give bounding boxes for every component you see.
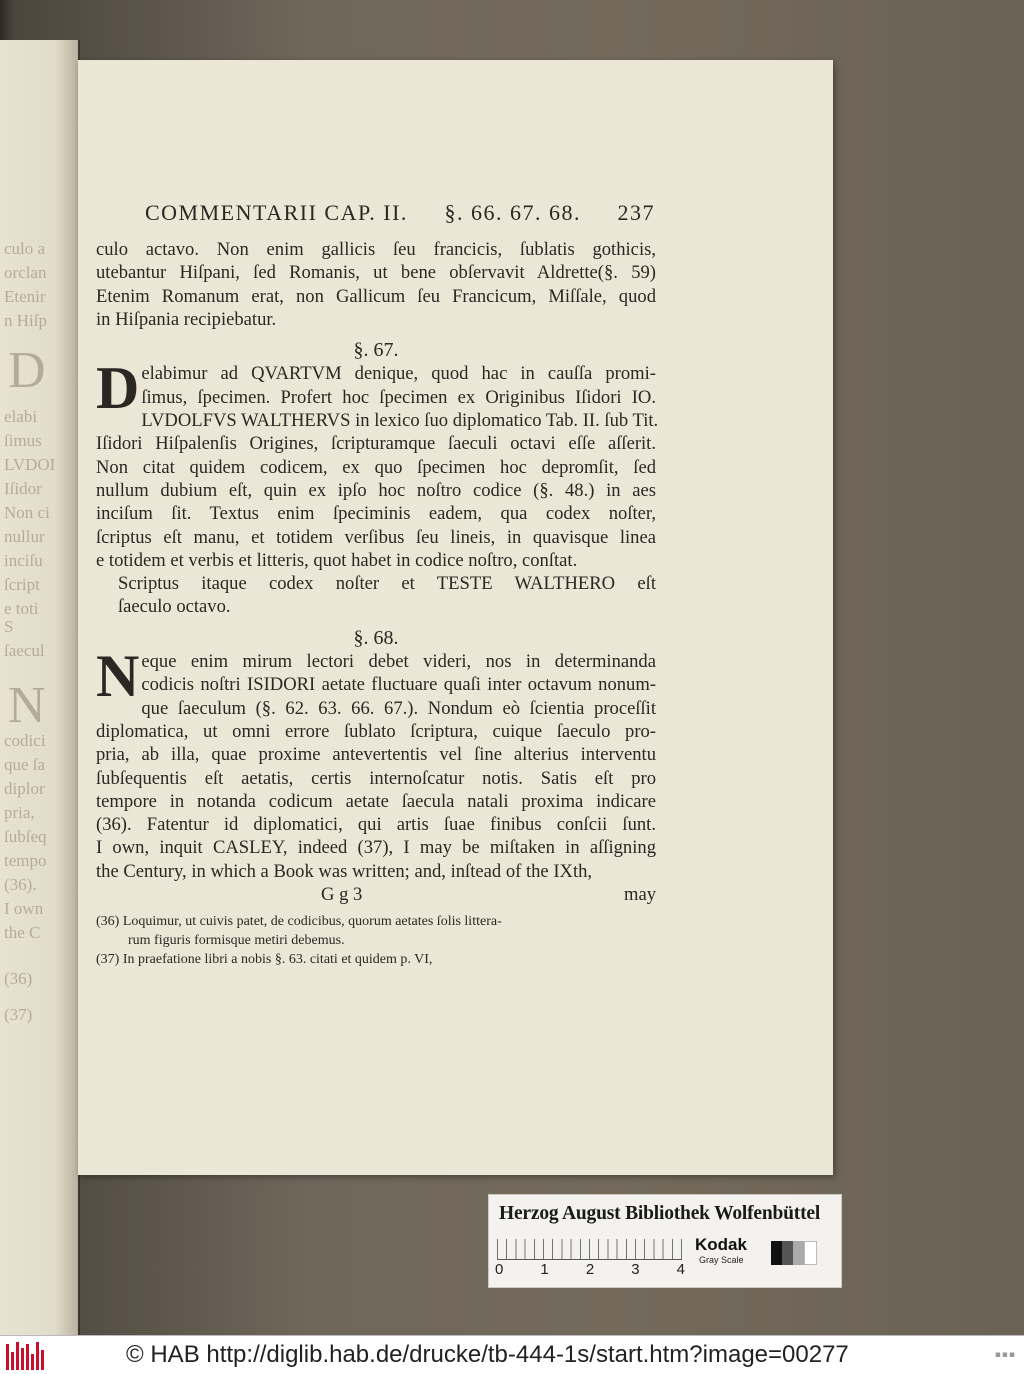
left-page-fragment: D — [8, 342, 46, 399]
text-line: Etenim Romanum erat, non Gallicum ſeu Francicum, Miſſale, quod — [96, 285, 656, 307]
hab-logo-icon — [6, 1340, 46, 1370]
section-67-dropcap: D — [96, 355, 140, 422]
footer-dots-icon: ▪▪▪ — [994, 1350, 1016, 1360]
left-page-fragment: n Hiſp — [4, 311, 47, 330]
left-page-fragment: elabi — [4, 407, 38, 426]
text-line: I own, inquit CASLEY, indeed (37), I may be miſtaken in aſſigning — [96, 837, 656, 859]
text-line: LVDOLFVS WALTHERVS in lexico ſuo diplomatico Tab. II. ſub Tit. — [141, 410, 659, 432]
catchword: may — [623, 884, 656, 906]
left-page-fragment: ſubſeq — [4, 827, 47, 846]
text-line: culo actavo. Non enim gallicis ſeu francicis, ſublatis gothicis, — [96, 239, 656, 260]
left-page-fragment: tempo — [4, 851, 47, 870]
left-page-fragment: inciſu — [4, 551, 43, 570]
left-page-fragment: the C — [4, 923, 41, 942]
running-head-title: COMMENTARII CAP. II. — [145, 200, 408, 225]
section-67-heading: §. 67. — [353, 339, 399, 362]
text-line: Scriptus itaque codex noſter et TESTE WALTHERO eſt — [118, 573, 656, 595]
left-page-fragment: Etenir — [4, 287, 46, 306]
footer-permalink[interactable]: © HAB http://diglib.hab.de/drucke/tb-444-1s/start.htm?image=00277 — [126, 1341, 849, 1368]
continuation-paragraph — [96, 238, 656, 331]
institution-name: Herzog August Bibliothek Wolfenbüttel — [499, 1203, 821, 1224]
ruler-number: 0 — [495, 1261, 504, 1278]
running-head-sections: §. 66. 67. 68. — [444, 200, 581, 225]
left-page-fragment: ſcript — [4, 575, 40, 594]
ruler-numbers — [495, 1261, 685, 1278]
text-line: ſimus, ſpecimen. Profert hoc ſpecimen ex Originibus Iſidori IO. — [141, 386, 656, 408]
ruler-number: 3 — [631, 1261, 640, 1278]
ruler-number: 4 — [676, 1261, 685, 1278]
text-line: nullum dubium eſt, quin ex ipſo hoc noſtro codice (§. 48.) in aes — [96, 479, 656, 501]
text-line: in Hiſpania recipiebatur. — [96, 308, 277, 330]
section-67-paragraph — [96, 355, 659, 572]
signature-mark: G g 3 — [321, 884, 363, 906]
left-page-fragment: (36) — [4, 969, 33, 988]
left-page-fragment: que ſa — [4, 755, 46, 774]
text-line: inciſum ſit. Textus enim ſpeciminis eadem, qua codex noſter, — [96, 503, 656, 525]
text-line: the Century, in which a Book was written; and, inſtead of the IXth, — [96, 860, 593, 882]
footnotes — [96, 912, 656, 969]
left-page-fragment: orclan — [4, 263, 47, 282]
text-line: que ſaeculum (§. 62. 63. 66. 67.). Nondum eò ſcientia proceſſit — [141, 697, 656, 719]
left-page-fragment: LVDOI — [4, 455, 56, 474]
section-68-heading: §. 68. — [353, 626, 399, 649]
left-page-fragment: Iſidor — [4, 479, 42, 498]
left-page-fragment: N — [8, 677, 46, 734]
text-line: elabimur ad QVARTVM denique, quod hac in cauſſa promi- — [141, 363, 656, 385]
left-page-fragment: culo a — [4, 239, 46, 258]
text-line: tempore in notanda codicum aetate ſaecula natali proxima indicare — [96, 790, 656, 812]
footnote-line: (37) In praefatione libri a nobis §. 63. citati et quidem p. VI, — [96, 952, 433, 968]
gray-scale-label: Gray Scale — [699, 1255, 744, 1265]
left-page-fragment: I own — [4, 899, 44, 918]
left-page-fragment: ſaecul — [4, 641, 45, 660]
left-page-fragment: diplor — [4, 779, 45, 798]
text-line: codicis noſtri ISIDORI aetate fluctuare quaſi inter octavum nonum- — [141, 674, 656, 696]
text-line: ſaeculo octavo. — [118, 596, 231, 618]
left-page-fragment: nullur — [4, 527, 45, 546]
left-page-fragment: (36). — [4, 875, 37, 894]
ruler-number: 2 — [585, 1261, 595, 1278]
book-page — [78, 60, 833, 1175]
left-page-fragment: e toti — [4, 599, 39, 618]
text-line: ſubſequentis eſt aetatis, certis internoſcatur notis. Satis eſt pro — [96, 767, 656, 789]
left-page-fragment: pria, — [4, 803, 35, 822]
left-page-fragment: Non ci — [4, 503, 50, 522]
color-calibration-card — [488, 1194, 842, 1288]
left-facing-page — [0, 40, 80, 1340]
text-line: diplomatica, ut omni errore ſublato ſcriptura, cuique ſaeculo pro- — [96, 720, 656, 742]
section-67-conclusion — [96, 572, 656, 619]
text-line: Iſidori Hiſpalenſis Origines, ſcripturamque ſaeculi octavi eſſe aſſerit. — [96, 433, 656, 455]
footnote-line: (36) Loquimur, ut cuivis patet, de codicibus, quorum aetates ſolis littera- — [96, 914, 502, 930]
section-68-dropcap: N — [96, 643, 140, 710]
left-page-fragment: ſimus — [4, 431, 42, 450]
text-line: e totidem et verbis et litteris, quot habet in codice noſtro, conſtat. — [96, 549, 578, 571]
running-head — [145, 200, 655, 226]
section-68-paragraph — [96, 643, 656, 883]
page-text-block — [96, 238, 659, 969]
text-line: ſcriptus eſt manu, et totidem verſibus ſeu lineis, in quavisque linea — [96, 526, 656, 548]
left-page-fragment: (37) — [4, 1005, 33, 1024]
ruler-number: 1 — [540, 1261, 549, 1278]
text-line: utebantur Hiſpani, ſed Romanis, ut bene obſervavit Aldrette(§. 59) — [96, 262, 656, 284]
kodak-brand: Kodak — [695, 1235, 747, 1254]
footnote-line: rum figuris formisque metiri debemus. — [128, 933, 345, 949]
text-line: pria, ab illa, quae proxime antevertentis vel ſine alterius interventu — [96, 744, 656, 766]
text-line: Non citat quidem codicem, ex quo ſpecimen hoc depromſit, ſed — [96, 456, 656, 478]
text-line: eque enim mirum lectori debet videri, nos in determinanda — [141, 651, 656, 673]
footer-bar — [0, 1335, 1024, 1374]
text-line: (36). Fatentur id diplomatici, qui artis ſuae finibus conſcii ſunt. — [96, 814, 656, 836]
left-page-fragment: codici — [4, 731, 46, 750]
signature-line — [96, 883, 656, 906]
measurement-ruler — [497, 1239, 682, 1260]
page-number: 237 — [617, 200, 655, 225]
left-page-fragment: S — [4, 617, 14, 636]
gray-scale-swatches — [771, 1241, 817, 1265]
